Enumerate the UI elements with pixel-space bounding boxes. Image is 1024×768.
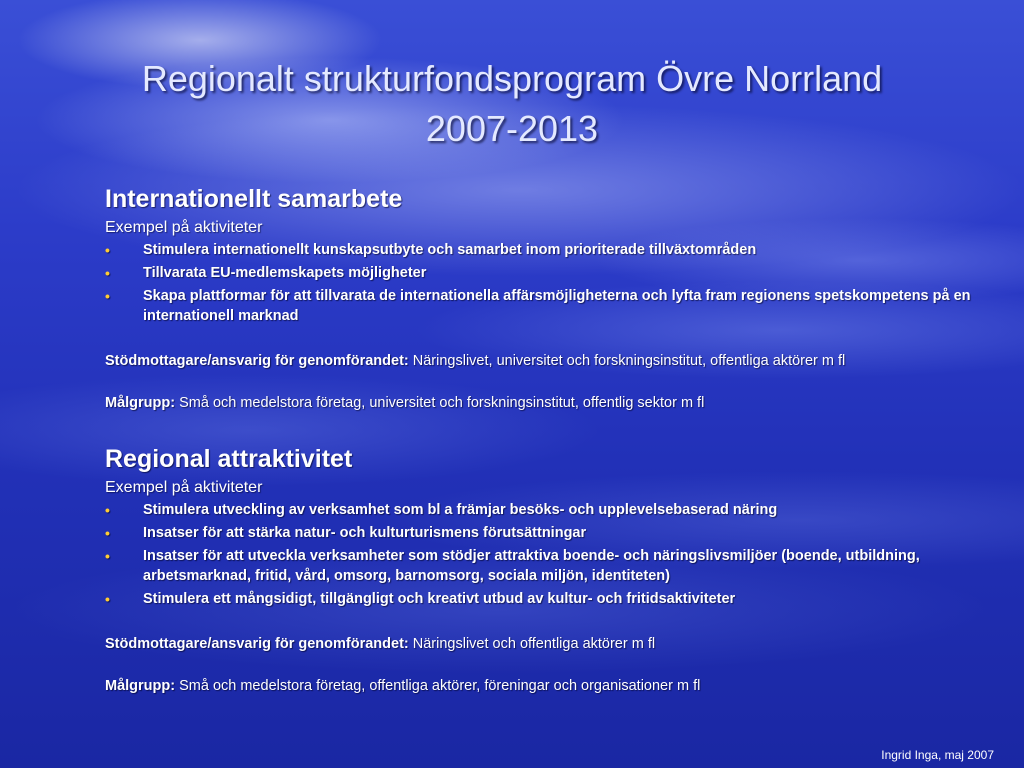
list-item: [105, 589, 995, 609]
slide-title-line-1: Regionalt strukturfondsprogram Övre Norrland: [141, 58, 883, 99]
malgrupp-value: Små och medelstora företag, universitet och forskningsinstitut, offentlig sektor m fl: [175, 395, 705, 411]
stodmottagare-value: Näringslivet, universitet och forskningsinstitut, offentliga aktörer m fl: [408, 353, 846, 369]
list-item: [105, 263, 995, 283]
list-item-text: Stimulera internationellt kunskapsutbyte och samarbet inom prioriterade tillväxtområden: [143, 242, 757, 258]
bullet-list: [105, 240, 995, 326]
list-item-text: Stimulera ett mångsidigt, tillgängligt och kreativt utbud av kultur- och fritidsaktiviteter: [143, 591, 736, 607]
list-item: [105, 500, 995, 520]
bullet-list: [105, 500, 995, 609]
list-item: [105, 523, 995, 543]
stodmottagare-text: [105, 634, 995, 654]
stodmottagare-text: [105, 351, 995, 371]
list-item: [105, 286, 995, 326]
bullet-icon: •: [105, 502, 110, 518]
malgrupp-label: Målgrupp:: [105, 678, 176, 694]
malgrupp-value: Små och medelstora företag, offentliga aktörer, föreningar och organisationer m fl: [175, 678, 701, 694]
slide-title-line-2: 2007-2013: [425, 108, 599, 149]
list-item-text: Insatser för att utveckla verksamheter som stödjer attraktiva boende- och näringslivsmiljöer (boende, utbildning, arbetsmarknad, fritid, vård, omsorg, barnomsorg, sociala miljön, identiteten): [143, 548, 920, 584]
list-item-text: Tillvarata EU-medlemskapets möjligheter: [143, 265, 427, 281]
slide-content: [105, 183, 995, 696]
section-heading: Regional attraktivitet: [105, 445, 353, 473]
malgrupp-label: Målgrupp:: [105, 395, 176, 411]
bullet-icon: •: [105, 525, 110, 541]
slide-title: [60, 54, 964, 154]
list-item-text: Stimulera utveckling av verksamhet som bl a främjar besöks- och upplevelsebaserad näring: [143, 502, 778, 518]
section-regional-attraktivitet: [105, 443, 995, 696]
bullet-icon: •: [105, 591, 110, 607]
stodmottagare-label: Stödmottagare/ansvarig för genomförandet:: [105, 353, 409, 369]
bullet-icon: •: [105, 548, 110, 564]
list-item: [105, 240, 995, 260]
list-item-text: Insatser för att stärka natur- och kulturturismens förutsättningar: [143, 525, 587, 541]
bullet-icon: •: [105, 288, 110, 304]
bullet-icon: •: [105, 242, 110, 258]
footer-author-date: Ingrid Inga, maj 2007: [881, 748, 994, 762]
bullet-icon: •: [105, 265, 110, 281]
stodmottagare-label: Stödmottagare/ansvarig för genomförandet:: [105, 636, 409, 652]
malgrupp-text: [105, 393, 995, 413]
stodmottagare-value: Näringslivet och offentliga aktörer m fl: [408, 636, 656, 652]
malgrupp-text: [105, 676, 995, 696]
section-subheading: Exempel på aktiviteter: [105, 479, 263, 496]
list-item-text: Skapa plattformar för att tillvarata de internationella affärsmöjligheterna och lyfta fram regionens spetskompetens på en internationell marknad: [143, 288, 971, 324]
section-subheading: Exempel på aktiviteter: [105, 219, 263, 236]
list-item: [105, 546, 995, 586]
section-heading: Internationellt samarbete: [105, 185, 403, 213]
section-internationellt-samarbete: [105, 183, 995, 413]
